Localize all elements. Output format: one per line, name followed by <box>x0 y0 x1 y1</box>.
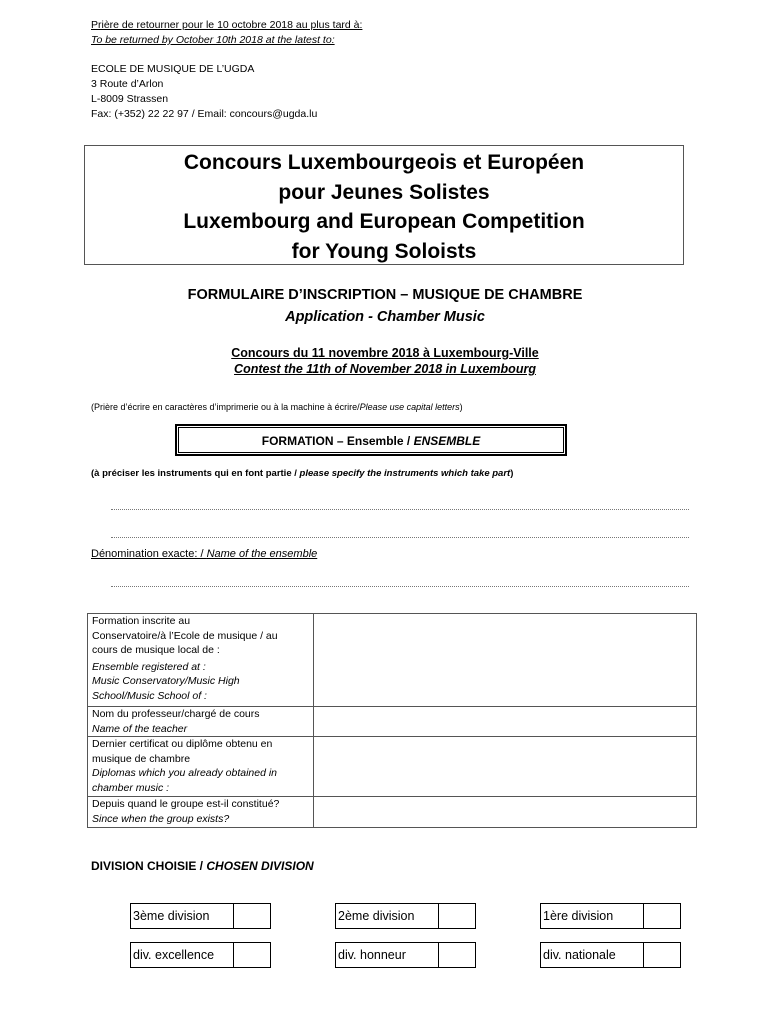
print-instruction-fr: (Prière d’écrire en caractères d’imprimerie ou à la machine à écrire/ <box>91 402 360 412</box>
ensemble-name-entry-line[interactable] <box>111 586 689 587</box>
group-since-field[interactable] <box>313 797 697 828</box>
label-fr: Depuis quand le groupe est-il constitué? <box>92 798 280 810</box>
row-label <box>88 797 314 828</box>
division-label: div. honneur <box>336 943 439 967</box>
division-label: 1ère division <box>541 904 644 928</box>
row-label <box>88 737 314 797</box>
return-text-en: To be returned by October 10th 2018 at the latest to: <box>91 34 335 46</box>
division-heading <box>91 859 314 873</box>
division-label: 2ème division <box>336 904 439 928</box>
label-fr: Formation inscrite au <box>92 615 191 627</box>
title-line-4: for Young Soloists <box>291 239 477 263</box>
formation-heading-fr: FORMATION – Ensemble / <box>261 434 414 448</box>
label-en: Diplomas which you already obtained in <box>92 767 278 779</box>
division-label: 3ème division <box>131 904 234 928</box>
print-instruction-en: Please use capital letters <box>359 402 460 412</box>
address-block <box>91 62 317 122</box>
label-en: Name of the teacher <box>92 722 188 735</box>
address-contact: Fax: (+352) 22 22 97 / Email: concours@ugda.lu <box>91 108 318 120</box>
form-title <box>0 284 770 328</box>
table-row <box>88 797 697 828</box>
teacher-name-field[interactable] <box>313 707 697 737</box>
instruments-instruction <box>91 468 513 479</box>
instruments-entry-line-1[interactable] <box>111 509 689 510</box>
form-title-en: Application - Chamber Music <box>285 309 485 325</box>
ensemble-info-table <box>87 613 697 828</box>
contest-date <box>0 345 770 377</box>
division-label: div. nationale <box>541 943 644 967</box>
division-heading-fr: DIVISION CHOISIE / <box>91 859 207 873</box>
label-fr: Nom du professeur/chargé de cours <box>92 708 260 720</box>
division-option-1ere[interactable] <box>540 903 681 929</box>
print-instruction-close: ) <box>459 402 463 412</box>
label-fr: Dernier certificat ou diplôme obtenu en <box>92 738 273 750</box>
division-heading-en: CHOSEN DIVISION <box>206 859 314 873</box>
return-text-fr: Prière de retourner pour le 10 octobre 2018 au plus tard à: <box>91 19 363 31</box>
formation-heading-en: ENSEMBLE <box>413 434 481 448</box>
division-checkbox[interactable] <box>234 943 270 967</box>
instruments-instruction-close: ) <box>510 468 514 479</box>
division-checkbox[interactable] <box>234 904 270 928</box>
diplomas-field[interactable] <box>313 737 697 797</box>
label-en: Ensemble registered at : <box>92 660 206 673</box>
label-en: Music Conservatory/Music High <box>92 675 240 687</box>
division-option-3eme[interactable] <box>130 903 271 929</box>
instruments-instruction-en: please specify the instruments which take part <box>299 468 511 479</box>
contest-date-en: Contest the 11th of November 2018 in Luxembourg <box>234 362 536 376</box>
division-checkbox[interactable] <box>644 904 680 928</box>
row-label <box>88 707 314 737</box>
label-fr: cours de musique local de : <box>92 644 220 656</box>
title-line-3: Luxembourg and European Competition <box>183 210 585 233</box>
ensemble-name-label-en: Name of the ensemble <box>206 548 318 560</box>
row-label <box>88 614 314 707</box>
table-row <box>88 707 697 737</box>
formation-heading <box>178 427 564 453</box>
table-row <box>88 614 697 707</box>
print-instruction <box>91 402 463 412</box>
table-row <box>88 737 697 797</box>
instruments-instruction-fr: (à préciser les instruments qui en font partie / <box>91 468 300 479</box>
division-checkbox[interactable] <box>439 904 475 928</box>
address-line-2: 3 Route d’Arlon <box>91 78 164 90</box>
division-checkbox[interactable] <box>439 943 475 967</box>
division-option-excellence[interactable] <box>130 942 271 968</box>
label-fr: Conservatoire/à l’Ecole de musique / au <box>92 629 278 642</box>
division-checkbox[interactable] <box>644 943 680 967</box>
form-title-fr: FORMULAIRE D’INSCRIPTION – MUSIQUE DE CHAMBRE <box>187 287 583 303</box>
address-line-1: ECOLE DE MUSIQUE DE L’UGDA <box>91 63 255 75</box>
contest-date-fr: Concours du 11 novembre 2018 à Luxembourg-Ville <box>231 346 539 360</box>
label-en: Since when the group exists? <box>92 812 230 825</box>
address-line-3: L-8009 Strassen <box>91 93 169 105</box>
title-line-1: Concours Luxembourgeois et Européen <box>183 151 585 174</box>
competition-title-box <box>84 145 684 265</box>
division-label: div. excellence <box>131 943 234 967</box>
conservatory-field[interactable] <box>313 614 697 707</box>
ensemble-name-label <box>91 548 317 560</box>
label-fr: musique de chambre <box>92 752 191 765</box>
division-option-honneur[interactable] <box>335 942 476 968</box>
return-instructions <box>91 18 362 48</box>
title-line-2: pour Jeunes Solistes <box>278 180 490 204</box>
division-option-nationale[interactable] <box>540 942 681 968</box>
instruments-entry-line-2[interactable] <box>111 537 689 538</box>
ensemble-name-label-fr: Dénomination exacte: / <box>91 548 207 560</box>
label-en: School/Music School of : <box>92 689 207 702</box>
division-option-2eme[interactable] <box>335 903 476 929</box>
label-en: chamber music : <box>92 781 170 794</box>
